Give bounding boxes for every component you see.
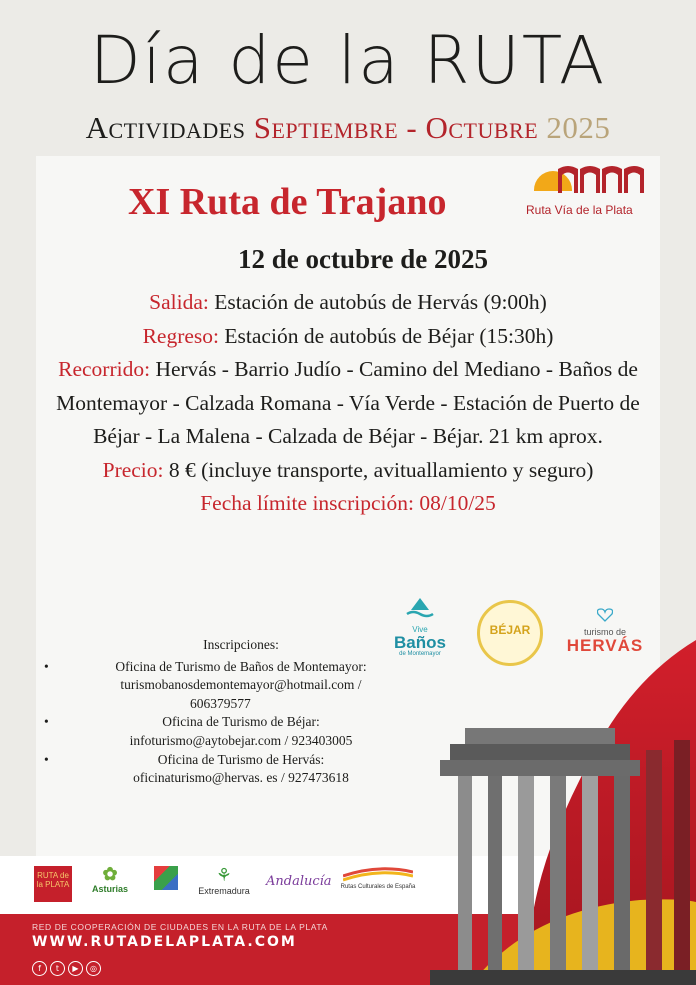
hervas-logo-name: HERVÁS <box>566 636 644 655</box>
route-title: XI Ruta de Trajano <box>128 181 447 223</box>
precio-value: 8 € (incluye transporte, avituallamiento y seguro) <box>168 457 594 482</box>
salida-value: Estación de autobús de Hervás (9:00h) <box>214 290 547 314</box>
youtube-icon[interactable]: ▶ <box>68 961 83 976</box>
website-link[interactable]: WWW.RUTADELAPLATA.COM <box>32 934 297 950</box>
instagram-icon[interactable]: ◎ <box>86 961 101 976</box>
facebook-icon[interactable]: f <box>32 961 47 976</box>
heart-icon <box>597 608 613 622</box>
castilla-leon-logo <box>150 864 182 892</box>
fecha-line <box>40 487 656 521</box>
subtitle-year: 2025 <box>546 110 611 145</box>
subtitle-activities: Actividades <box>85 110 254 145</box>
recorrido-label: Recorrido: <box>58 357 151 381</box>
regreso-line <box>40 320 656 354</box>
banos-logo-name: Baños <box>394 633 446 652</box>
inscriptions-list <box>40 658 420 788</box>
office-name: • Oficina de Turismo de Hervás: <box>157 751 325 767</box>
regreso-value: Estación de autobús de Béjar (15:30h) <box>224 323 554 348</box>
office-contact: oficinaturismo@hervas. es / 927473618 <box>133 770 349 786</box>
andalucia-logo <box>266 874 332 889</box>
precio-line <box>40 454 656 488</box>
rutas-culturales-text: Rutas Culturales de España <box>340 884 416 890</box>
event-date: 12 de octubre de 2025 <box>238 244 488 274</box>
banos-logo-vive: Vive <box>412 625 428 634</box>
waves-icon <box>405 598 435 620</box>
ruta-via-plata-logo <box>524 163 654 223</box>
regreso-label: Regreso: <box>142 323 220 348</box>
banos-logo-sub: de Montemayor <box>399 651 441 657</box>
arches-icon <box>558 165 644 193</box>
roman-temple-image <box>410 640 696 985</box>
inscriptions-block <box>40 636 420 788</box>
rutaplata-logo-text: RUTA de la PLATA <box>36 871 70 889</box>
extremadura-logo: ⚘ Extremadura <box>196 864 252 896</box>
office-name: • Oficina de Turismo de Baños de Montemayor: <box>115 658 367 674</box>
twitter-icon[interactable]: t <box>50 961 65 976</box>
social-icons <box>32 956 104 976</box>
salida-label: Salida: <box>149 290 209 314</box>
office-contact: turismobanosdemontemayor@hotmail.com / <box>120 677 362 693</box>
recorrido-line <box>40 353 656 454</box>
recorrido-value: Hervás - Barrio Judío - Camino del Mediano - Baños de Montemayor - Calzada Romana - Vía Verde - Estación de Puerto de Béjar - La Malena - Calzada de Béjar - Béjar. 21 km aprox. <box>56 357 640 448</box>
rutas-culturales-logo <box>338 864 418 890</box>
list-item <box>40 713 420 750</box>
bejar-logo-text: BÉJAR <box>489 623 531 637</box>
asturias-logo-text: Asturias <box>91 884 128 894</box>
fecha-value: 08/10/25 <box>419 491 496 515</box>
fecha-label: Fecha límite inscripción: <box>200 491 414 515</box>
list-item <box>40 751 420 788</box>
list-item <box>40 658 420 714</box>
wave-stripes-icon <box>343 864 413 882</box>
office-phone: 606379577 <box>190 695 251 711</box>
network-text: RED DE COOPERACIÓN DE CIUDADES EN LA RUTA DE LA PLATA <box>32 922 328 932</box>
salida-line <box>40 286 656 320</box>
hervas-logo-sub: turismo de <box>583 627 627 637</box>
inscriptions-heading: Inscripciones: <box>203 637 279 652</box>
andalucia-logo-text: Andalucía <box>266 874 332 889</box>
subtitle-months: Septiembre - Octubre <box>253 110 547 145</box>
ruta-logo-text: Ruta Vía de la Plata <box>526 203 633 217</box>
office-contact: infoturismo@aytobejar.com / 923403005 <box>129 732 353 748</box>
poster-subtitle <box>0 110 696 146</box>
asturias-logo: ✿ Asturias <box>91 864 128 894</box>
event-details <box>40 286 656 521</box>
office-name: • Oficina de Turismo de Béjar: <box>162 714 320 730</box>
rutaplata-logo <box>34 866 72 902</box>
precio-label: Precio: <box>102 457 164 482</box>
extremadura-logo-text: Extremadura <box>198 886 250 896</box>
poster-title: Día de la RUTA <box>89 22 607 99</box>
